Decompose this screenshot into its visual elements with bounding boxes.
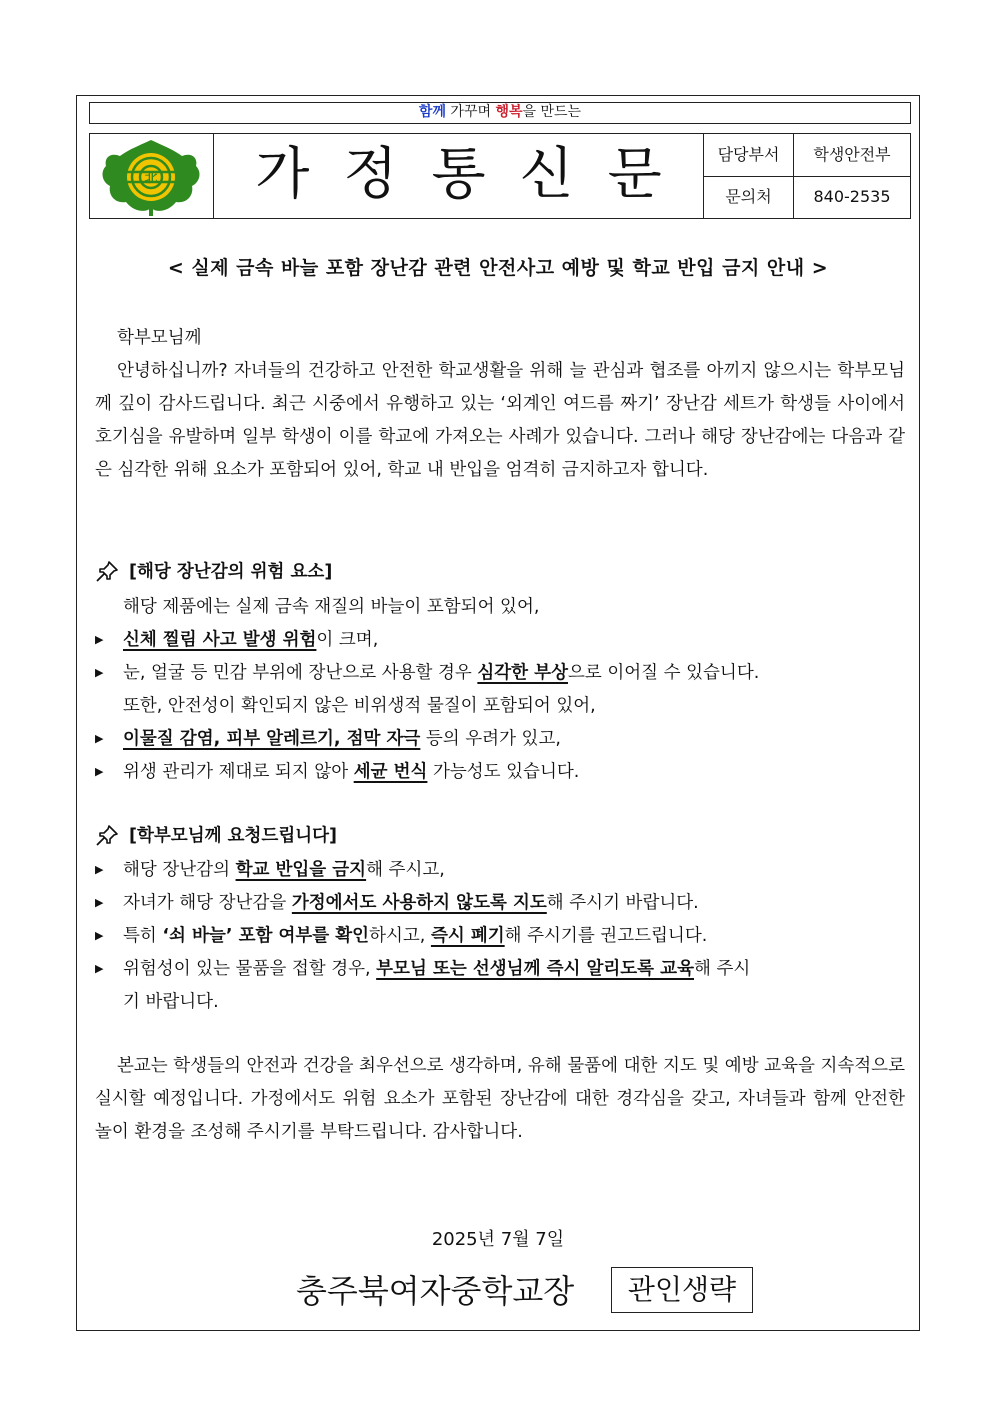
intro-paragraph: 안녕하십니까? 자녀들의 건강하고 안전한 학교생활을 위해 늘 관심과 협조를 아끼지 않으시는 학부모님께 깊이 감사드립니다. 최근 시중에서 유행하고 있는 ‘외계인 여드름 짜기’ 장난감 세트가 학생들 사이에서 호기심을 유발하며 일부 학생이 이를 학교에 가져오는 사례가 있습니다. 그러나 해당 장난감에는 다음과 같은 심각한 위해 요소가 포함되어 있어, 학교 내 반입을 엄격히 금지하고자 합니다. (95, 361, 905, 480)
section-risk-heading (95, 558, 332, 583)
request-text-2a: 자녀가 해당 장난감을 (123, 893, 292, 913)
risk-text-4a: 위생 관리가 제대로 되지 않아 (123, 762, 354, 782)
request-emphasis-2: 가정에서도 사용하지 않도록 지도 (291, 893, 547, 913)
department-label: 담당부서 (704, 134, 794, 176)
request-emphasis-1: 학교 반입을 금지 (235, 860, 367, 880)
request-bullet-4-continued: 기 바랍니다. (123, 992, 219, 1012)
request-text-1a: 해당 장난감의 (123, 860, 236, 880)
risk-text-4b: 가능성도 있습니다. (427, 762, 580, 782)
request-emphasis-4: 부모님 또는 선생님께 즉시 알리도록 교육 (376, 959, 694, 979)
official-seal-box: 관인생략 (611, 1267, 753, 1313)
risk-text-2a: 눈, 얼굴 등 민감 부위에 장난으로 사용할 경우 (123, 663, 478, 683)
closing-paragraph: 본교는 학생들의 안전과 건강을 최우선으로 생각하며, 유해 물품에 대한 지도 및 예방 교육을 지속적으로 실시할 예정입니다. 가정에서도 위험 요소가 포함된 장난감에 대한 경각심을 갖고, 자녀들과 함께 안전한 놀이 환경을 조성해 주시기를 부탁드립니다. 감사합니다. (95, 1056, 905, 1142)
slogan-text: 가꾸며 (445, 104, 496, 120)
request-bold-3: ‘쇠 바늘’ 포함 여부를 확인 (162, 926, 370, 946)
section-request-heading (95, 822, 337, 847)
request-text-1b: 해 주시고, (366, 860, 445, 880)
department-value: 학생안전부 (813, 145, 891, 164)
request-text-4b: 해 주시 (694, 959, 751, 979)
contact-value: 840-2535 (813, 187, 891, 206)
risk-emphasis-2: 심각한 부상 (477, 663, 568, 683)
school-slogan (89, 102, 911, 124)
request-text-2b: 해 주시기 바랍니다. (546, 893, 699, 913)
risk-emphasis-4: 세균 번식 (353, 762, 428, 782)
request-text-3b: 하시고, (369, 926, 431, 946)
newsletter-title: 가정통신문 (214, 134, 704, 218)
risk-intro-line-2: 또한, 안전성이 확인되지 않은 비위생적 물질이 포함되어 있어, (123, 696, 596, 716)
logo-character: 北 (144, 171, 158, 186)
risk-emphasis-1: 신체 찔림 사고 발생 위험 (123, 630, 317, 650)
contact-info-table (704, 134, 910, 218)
request-bullet-4 (95, 955, 750, 980)
request-bullet-3 (95, 922, 707, 947)
slogan-text-end: 을 만드는 (522, 104, 582, 120)
newsletter-header (89, 133, 911, 219)
request-bullet-1 (95, 856, 445, 881)
risk-bullet-1 (95, 626, 378, 651)
slogan-highlight-blue: 함께 (418, 104, 446, 120)
request-emphasis-3: 즉시 폐기 (430, 926, 505, 946)
school-logo-icon (98, 136, 204, 218)
request-text-4a: 위험성이 있는 물품을 접할 경우, (123, 959, 377, 979)
risk-bullet-3 (95, 725, 561, 750)
request-text-3a: 특히 (123, 926, 163, 946)
risk-bullet-4 (95, 758, 579, 783)
notice-title: < 실제 금속 바늘 포함 장난감 관련 안전사고 예방 및 학교 반입 금지 안내 > (167, 257, 829, 279)
risk-text-1: 이 크며, (316, 630, 379, 650)
risk-emphasis-3: 이물질 감염, 피부 알레르기, 점막 자극 (123, 729, 421, 749)
triangle-bullet-icon: ▶ (95, 732, 104, 745)
section-request-title: [학부모님께 요청드립니다] (129, 826, 338, 846)
triangle-bullet-icon: ▶ (95, 863, 104, 876)
triangle-bullet-icon: ▶ (95, 962, 104, 975)
request-bullet-2 (95, 889, 699, 914)
request-text-3c: 해 주시기를 권고드립니다. (504, 926, 708, 946)
section-risk-title: [해당 장난감의 위험 요소] (129, 562, 333, 582)
principal-signature: 충주북여자중학교장 (296, 1272, 575, 1310)
triangle-bullet-icon: ▶ (95, 929, 104, 942)
department-row (704, 134, 910, 177)
risk-bullet-2 (95, 659, 759, 684)
risk-text-2b: 으로 이어질 수 있습니다. (567, 663, 760, 683)
contact-label: 문의처 (704, 176, 794, 218)
risk-text-3: 등의 우려가 있고, (420, 729, 561, 749)
pushpin-icon (95, 824, 119, 846)
issue-date: 2025년 7월 7일 (431, 1229, 565, 1250)
triangle-bullet-icon: ▶ (95, 666, 104, 679)
triangle-bullet-icon: ▶ (95, 633, 104, 646)
triangle-bullet-icon: ▶ (95, 896, 104, 909)
triangle-bullet-icon: ▶ (95, 765, 104, 778)
risk-intro-line: 해당 제품에는 실제 금속 재질의 바늘이 포함되어 있어, (123, 597, 540, 617)
contact-row (704, 176, 910, 218)
slogan-highlight-red: 행복 (495, 104, 523, 120)
pushpin-icon (95, 560, 119, 582)
greeting: 학부모님께 (117, 328, 202, 348)
logo-cell (90, 134, 214, 218)
